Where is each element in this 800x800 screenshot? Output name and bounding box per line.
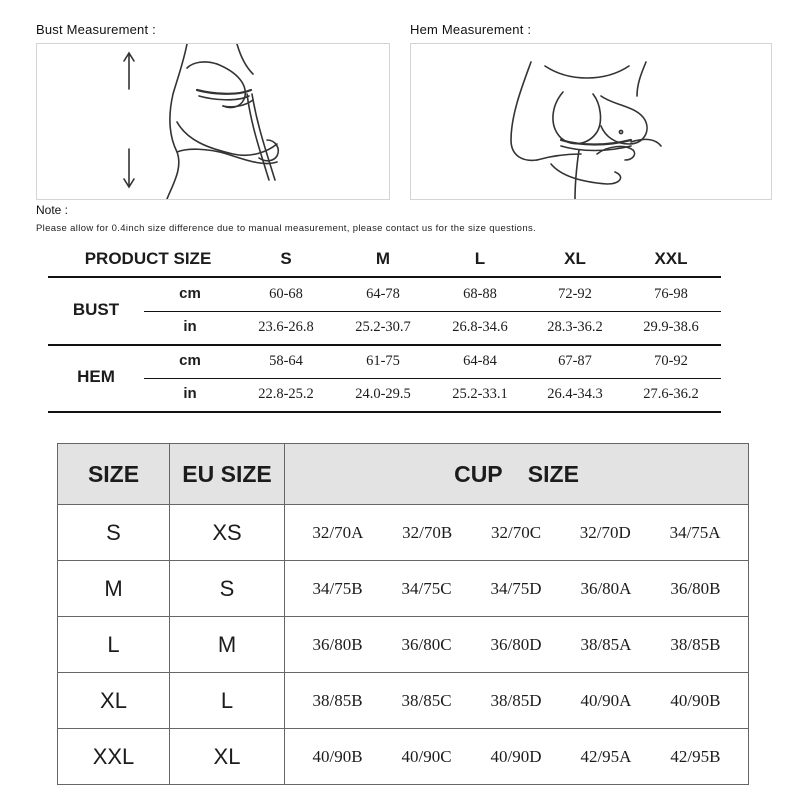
header-cup-size-label: CUP SIZE (454, 460, 579, 487)
value-cell: 27.6-36.2 (643, 386, 699, 402)
table-row (58, 505, 749, 561)
header-cup-size (285, 444, 749, 505)
size-cell: XL (58, 673, 170, 729)
unit-in: in (183, 318, 197, 335)
bust-measurement-title: Bust Measurement : (36, 22, 156, 37)
cup-value: 32/70B (402, 522, 453, 542)
cup-value: 40/90D (490, 746, 542, 766)
cup-value: 38/85A (580, 634, 632, 654)
cup-sizes-cell (285, 561, 749, 617)
cup-value: 32/70D (579, 522, 631, 542)
header-size-xl: XL (564, 249, 586, 268)
cup-value: 42/95B (670, 746, 721, 766)
value-cell: 72-92 (558, 286, 592, 302)
cup-value: 40/90B (670, 690, 721, 710)
value-cell: 70-92 (654, 353, 688, 369)
cup-value: 38/85D (490, 690, 542, 710)
table-rule (48, 276, 721, 278)
bust-measurement-illustration (36, 43, 390, 200)
eu-size-cell: XS (170, 505, 285, 561)
size-cell: M (58, 561, 170, 617)
cup-size-table (57, 443, 749, 785)
cup-sizes-cell (285, 673, 749, 729)
table-rule (144, 378, 721, 379)
table-row (58, 673, 749, 729)
eu-size-cell: XL (170, 729, 285, 785)
header-size-s: S (280, 249, 292, 268)
value-cell: 26.4-34.3 (547, 386, 603, 402)
table-row (58, 617, 749, 673)
unit-cm: cm (179, 352, 201, 369)
header-eu-size: EU SIZE (170, 444, 285, 505)
cup-value: 42/95A (580, 746, 632, 766)
value-cell: 25.2-30.7 (355, 319, 411, 335)
value-cell: 64-84 (463, 353, 497, 369)
cup-value: 36/80B (312, 634, 363, 654)
unit-in: in (183, 385, 197, 402)
value-cell: 68-88 (463, 286, 497, 302)
size-cell: S (58, 505, 170, 561)
table-rule (48, 411, 721, 413)
cup-table-header-row (58, 444, 749, 505)
cup-value: 32/70C (490, 522, 542, 542)
value-cell: 25.2-33.1 (452, 386, 508, 402)
row-label-hem: HEM (77, 367, 115, 386)
value-cell: 24.0-29.5 (355, 386, 411, 402)
cup-sizes-cell (285, 729, 749, 785)
cup-value: 38/85B (312, 690, 363, 710)
cup-value: 34/75B (312, 578, 363, 598)
eu-size-cell: M (170, 617, 285, 673)
hem-measurement-illustration (410, 43, 772, 200)
size-cell: XXL (58, 729, 170, 785)
value-cell: 67-87 (558, 353, 592, 369)
cup-value: 40/90A (580, 690, 632, 710)
cup-sizes-cell (285, 617, 749, 673)
cup-value: 34/75C (401, 578, 452, 598)
cup-value: 36/80C (401, 634, 452, 654)
eu-size-cell: S (170, 561, 285, 617)
hem-figure-drawing (411, 44, 771, 199)
table-rule (144, 311, 721, 312)
cup-value: 36/80B (670, 578, 721, 598)
value-cell: 26.8-34.6 (452, 319, 508, 335)
table-row (58, 729, 749, 785)
value-cell: 60-68 (269, 286, 303, 302)
size-cell: L (58, 617, 170, 673)
cup-value: 38/85C (401, 690, 452, 710)
value-cell: 76-98 (654, 286, 688, 302)
unit-cm: cm (179, 285, 201, 302)
value-cell: 28.3-36.2 (547, 319, 603, 335)
cup-value: 34/75A (669, 522, 721, 542)
value-cell: 61-75 (366, 353, 400, 369)
cup-value: 40/90C (401, 746, 452, 766)
cup-sizes-cell (285, 505, 749, 561)
cup-value: 36/80D (490, 634, 542, 654)
value-cell: 22.8-25.2 (258, 386, 314, 402)
cup-value: 40/90B (312, 746, 363, 766)
value-cell: 29.9-38.6 (643, 319, 699, 335)
header-product-size: PRODUCT SIZE (84, 249, 212, 268)
cup-value: 36/80A (580, 578, 632, 598)
header-size-xxl: XXL (654, 249, 688, 268)
cup-value: 32/70A (312, 522, 364, 542)
value-cell: 23.6-26.8 (258, 319, 314, 335)
value-cell: 64-78 (366, 286, 400, 302)
bust-figure-drawing (37, 44, 389, 199)
cup-value: 38/85B (670, 634, 721, 654)
header-size-m: M (375, 249, 391, 268)
note-title: Note : (36, 203, 69, 217)
row-label-bust: BUST (72, 300, 120, 319)
eu-size-cell: L (170, 673, 285, 729)
header-size-l: L (474, 249, 486, 268)
header-size: SIZE (58, 444, 170, 505)
note-text: Please allow for 0.4inch size difference due to manual measurement, please contact us for the size questions. (36, 223, 537, 234)
hem-measurement-title: Hem Measurement : (410, 22, 532, 37)
value-cell: 58-64 (269, 353, 303, 369)
table-rule (48, 344, 721, 346)
cup-value: 34/75D (490, 578, 542, 598)
table-row (58, 561, 749, 617)
